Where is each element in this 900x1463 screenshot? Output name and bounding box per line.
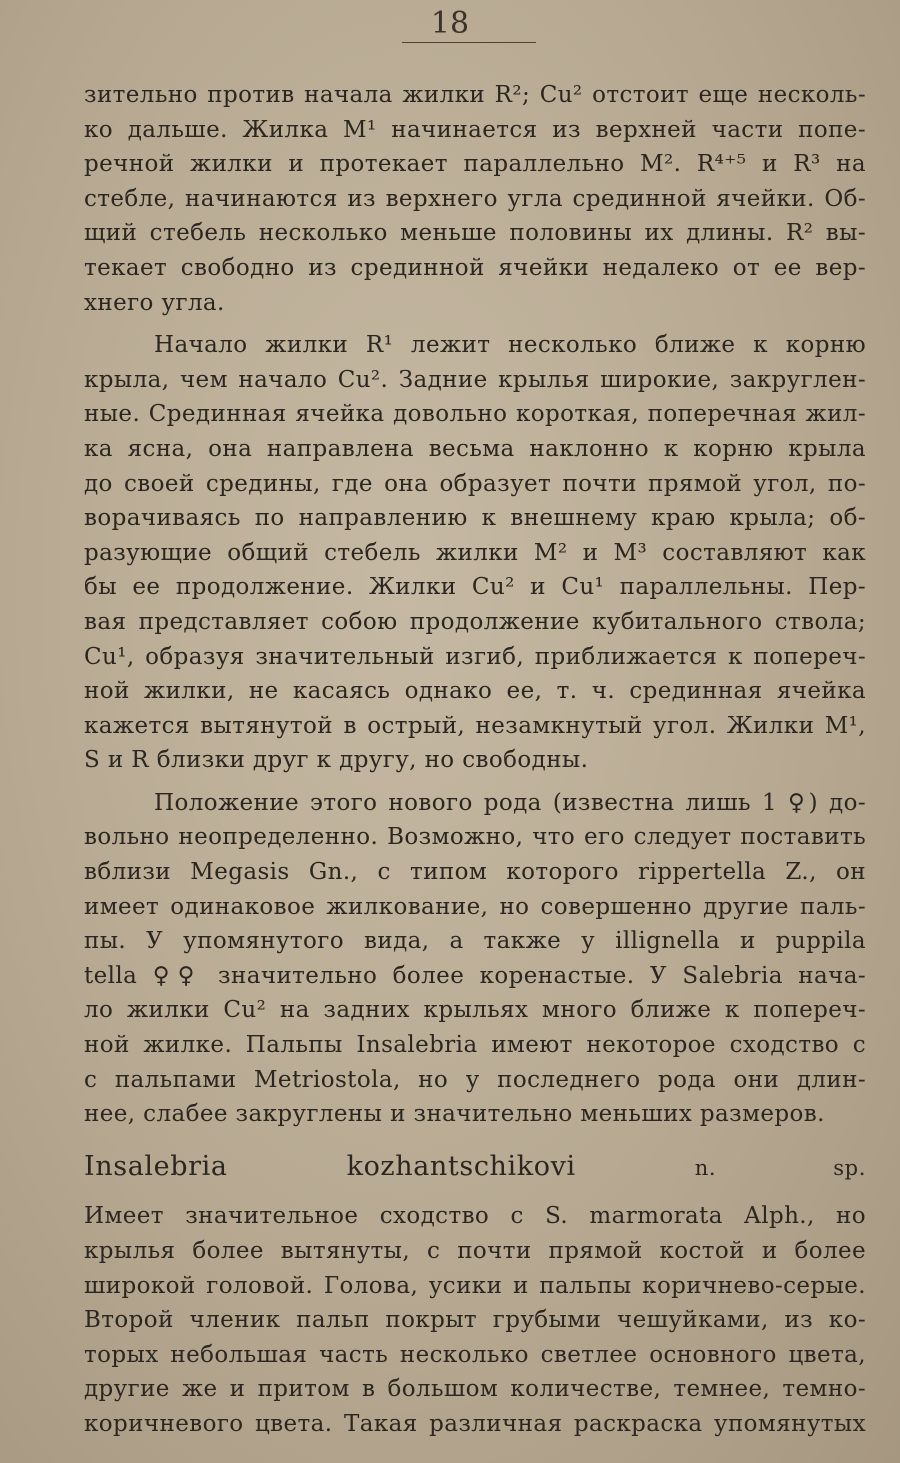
text-line: Начало жилки R¹ лежит несколько ближе к корню (154, 332, 866, 359)
text-line: разующие общий стебель жилки M² и M³ составляют как (84, 539, 866, 566)
text-line: коричневого цвета. Такая различная раскраска упомянутых (84, 1410, 866, 1437)
text-line: кажется вытянутой в острый, незамкнутый угол. Жилки M¹, (84, 712, 866, 739)
text-line: ной жилке. Пальпы Insalebria имеют некоторое сходство с (84, 1032, 866, 1059)
page-number: 18 (430, 6, 470, 41)
text-line: вольно неопределенно. Возможно, что его следует поставить (84, 824, 866, 851)
page-number-rule (402, 42, 536, 43)
text-line: ной жилки, не касаясь однако ее, т. ч. срединная ячейка (84, 678, 866, 705)
text-line: вблизи Megasis Gn., с типом которого rippertella Z., он (84, 859, 866, 886)
text-line: ко дальше. Жилка M¹ начинается из верхней части попе- (84, 116, 866, 143)
text-line: ка ясна, она направлена весьма наклонно к корню крыла (84, 435, 866, 462)
text-line: торых небольшая часть несколько светлее основного цвета, (84, 1341, 866, 1368)
text-line: ло жилки Cu² на задних крыльях много ближе к попереч- (84, 997, 866, 1024)
text-line: стебле, начинаются из верхнего угла срединной ячейки. Об- (84, 185, 866, 212)
text-line: Cu¹, образуя значительный изгиб, приближается к попереч- (84, 643, 866, 670)
body-text (84, 78, 866, 1442)
text-line: широкой головой. Голова, усики и пальпы коричнево-серые. (84, 1272, 866, 1299)
text-line: другие же и притом в большом количестве, темнее, темно- (84, 1376, 866, 1403)
text-line: ворачиваясь по направлению к внешнему краю крыла; об- (84, 505, 866, 532)
species-heading (84, 1150, 866, 1186)
paragraph-3 (84, 786, 866, 1132)
text-line: речной жилки и протекает параллельно M². R⁴⁺⁵ и R³ на (84, 151, 866, 178)
text-line: Второй членик пальп покрыт грубыми чешуйками, из ко- (84, 1307, 866, 1334)
text-line: крылья более вытянуты, с почти прямой костой и более (84, 1238, 866, 1264)
text-line: Имеет значительное сходство с S. marmorata Alph., но (84, 1203, 866, 1230)
text-line: текает свободно из срединной ячейки недалеко от ее вер- (84, 254, 866, 281)
text-line: хнего угла. (84, 289, 225, 316)
text-line: имеет одинаковое жилкование, но совершенно другие паль- (84, 893, 866, 920)
text-line: нее, слабее закруглены и значительно меньших размеров. (84, 1101, 825, 1128)
text-line: до своей средины, где она образует почти прямой угол, по- (84, 470, 866, 497)
text-line: вая представляет собою продолжение кубитального ствола; (84, 608, 866, 635)
species-suffix: n. sp. (694, 1155, 866, 1180)
paragraph-4 (84, 1199, 866, 1441)
species-name: Insalebria kozhantschikovi (84, 1150, 576, 1182)
text-line: с пальпами Metriostola, но у последнего рода они длин- (84, 1066, 866, 1093)
paragraph-2 (84, 328, 866, 778)
text-line: tella ♀♀ значительно более коренастые. У Salebria нача- (84, 962, 866, 989)
text-line: ные. Срединная ячейка довольно короткая, поперечная жил- (84, 401, 866, 428)
paragraph-1 (84, 78, 866, 320)
text-line: крыла, чем начало Cu². Задние крылья широкие, закруглен- (84, 366, 866, 393)
text-line: щий стебель несколько меньше половины их длины. R² вы- (84, 220, 866, 247)
text-line: S и R близки друг к другу, но свободны. (84, 747, 589, 774)
text-line: Положение этого нового рода (известна лишь 1 ♀) до- (154, 789, 866, 816)
text-line: пы. У упомянутого вида, а также у illignella и puppila (84, 928, 866, 955)
text-line: бы ее продолжение. Жилки Cu² и Cu¹ параллельны. Пер- (84, 574, 866, 601)
text-line: зительно против начала жилки R²; Cu² отстоит еще несколь- (84, 82, 866, 108)
